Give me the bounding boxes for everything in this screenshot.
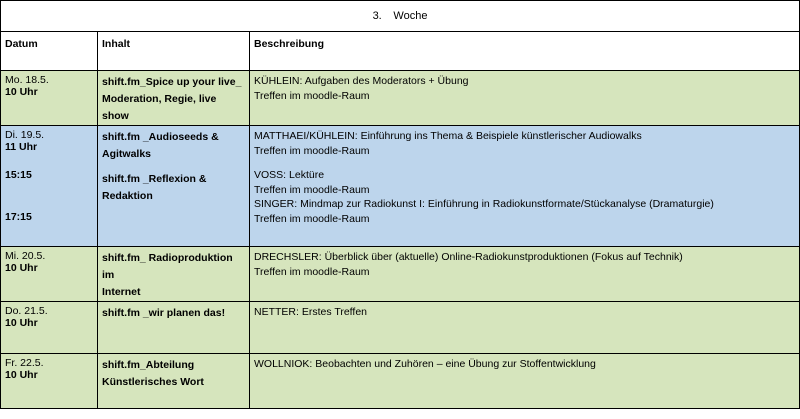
content-cell [98, 302, 250, 354]
time: 10 Uhr [5, 86, 38, 98]
content-line: shift.fm_Spice up your live_ [102, 76, 242, 88]
column-header-row [1, 32, 800, 71]
week-number: 3. [372, 10, 382, 22]
header-description: Beschreibung [250, 32, 800, 71]
description-line: Treffen im moodle-Raum [254, 265, 370, 278]
content-line: shift.fm_Abteilung [102, 359, 195, 371]
content-line: Künstlerisches Wort [102, 376, 204, 388]
time: 10 Uhr [5, 369, 38, 381]
content-line: Redaktion [102, 190, 153, 202]
description-cell [250, 71, 800, 126]
date-cell [1, 126, 98, 247]
description-line: Treffen im moodle-Raum [254, 144, 370, 157]
content-cell [98, 71, 250, 126]
description-line: WOLLNIOK: Beobachten und Zuhören – eine Übung zur Stoffentwicklung [254, 358, 596, 370]
description-cell [250, 247, 800, 302]
content-cell [98, 354, 250, 409]
week-title [1, 1, 800, 32]
time: 17:15 [5, 211, 32, 223]
time: 10 Uhr [5, 317, 38, 329]
content-line: Moderation, Regie, live show [102, 93, 217, 122]
day: Mo. 18.5. [5, 74, 49, 86]
day: Do. 21.5. [5, 305, 48, 317]
description-line: Treffen im moodle-Raum [254, 183, 370, 196]
day: Mi. 20.5. [5, 250, 46, 262]
description-cell [250, 302, 800, 354]
date-cell [1, 302, 98, 354]
description-line: Treffen im moodle-Raum [254, 212, 370, 225]
date-cell [1, 247, 98, 302]
description-cell [250, 126, 800, 247]
content-line: shift.fm _wir planen das! [102, 307, 226, 319]
time: 10 Uhr [5, 262, 38, 274]
week-label: Woche [393, 10, 428, 22]
table-row [1, 302, 800, 354]
table-row [1, 126, 800, 247]
date-cell [1, 71, 98, 126]
content-line: Agitwalks [102, 148, 152, 160]
content-cell [98, 247, 250, 302]
table-row [1, 71, 800, 126]
day: Di. 19.5. [5, 129, 45, 141]
table-row [1, 354, 800, 409]
description-line: VOSS: Lektüre [254, 169, 325, 181]
description-line: SINGER: Mindmap zur Radiokunst I: Einführung in Radiokunstformate/Stückanalyse (Dramaturgie) [254, 198, 714, 210]
description-line: DRECHSLER: Überblick über (aktuelle) Online-Radiokunstproduktionen (Fokus auf Technik) [254, 251, 683, 263]
content-line: shift.fm_ Radioproduktion im [102, 252, 233, 281]
description-line: MATTHAEI/KÜHLEIN: Einführung ins Thema & Beispiele künstlerischer Audiowalks [254, 130, 642, 142]
time: 15:15 [5, 169, 32, 181]
description-cell [250, 354, 800, 409]
content-line: shift.fm _Reflexion & [102, 173, 207, 185]
content-line: Internet [102, 286, 141, 298]
date-cell [1, 354, 98, 409]
header-date: Datum [1, 32, 98, 71]
content-cell [98, 126, 250, 247]
description-line: KÜHLEIN: Aufgaben des Moderators + Übung [254, 75, 469, 87]
description-line: Treffen im moodle-Raum [254, 89, 370, 102]
header-content: Inhalt [98, 32, 250, 71]
week-header-row [1, 1, 800, 32]
day: Fr. 22.5. [5, 357, 44, 369]
time: 11 Uhr [5, 141, 38, 153]
description-line: NETTER: Erstes Treffen [254, 306, 368, 318]
content-line: shift.fm _Audioseeds & [102, 131, 219, 143]
table-row [1, 247, 800, 302]
